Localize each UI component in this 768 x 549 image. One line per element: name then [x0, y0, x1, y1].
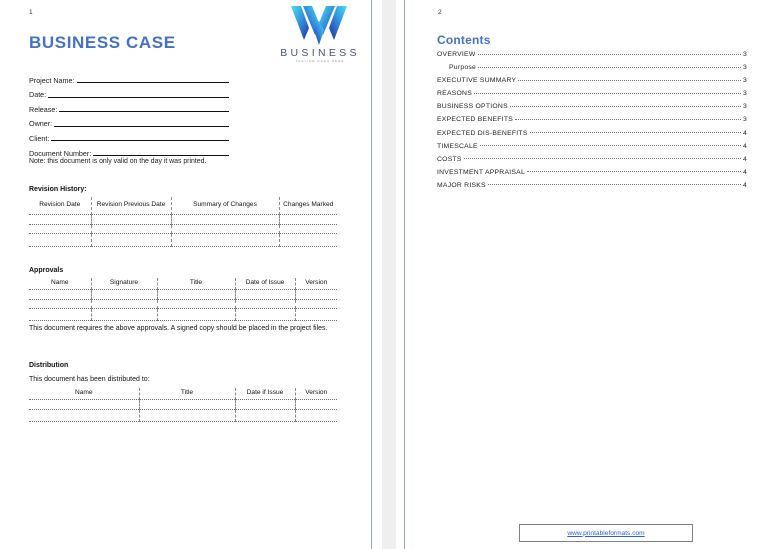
table-row[interactable]	[29, 215, 337, 225]
table-cell[interactable]	[295, 290, 337, 300]
toc-leader-dots	[527, 165, 741, 172]
toc-leader-dots	[510, 100, 741, 107]
column-header: Version	[295, 388, 337, 400]
field-rule[interactable]	[51, 133, 229, 141]
table-cell[interactable]	[91, 215, 171, 225]
table-header-row	[29, 278, 337, 290]
toc-entry-major-risks[interactable]	[437, 180, 747, 193]
column-header: Signature	[91, 278, 157, 290]
table-cell[interactable]	[235, 309, 295, 321]
toc-leader-dots	[478, 48, 741, 55]
toc-label: EXPECTED BENEFITS	[437, 116, 514, 124]
toc-leader-dots	[488, 178, 741, 185]
table-cell[interactable]	[295, 309, 337, 321]
table-row[interactable]	[29, 299, 337, 309]
field-release[interactable]	[29, 99, 229, 114]
table-cell[interactable]	[91, 309, 157, 321]
toc-label: EXPECTED DIS-BENEFITS	[437, 129, 528, 137]
table-cell[interactable]	[235, 409, 295, 421]
table-row[interactable]	[29, 290, 337, 300]
table-cell[interactable]	[235, 290, 295, 300]
toc-label: COSTS	[437, 155, 462, 163]
table-cell[interactable]	[29, 290, 91, 300]
approvals-heading: Approvals	[29, 267, 64, 274]
field-date[interactable]	[29, 85, 229, 100]
field-project-name[interactable]	[29, 70, 229, 85]
field-label: Document Number:	[29, 148, 92, 158]
table-row[interactable]	[29, 234, 337, 247]
table-cell[interactable]	[91, 290, 157, 300]
toc-leader-dots	[530, 126, 741, 133]
page-gutter-shadow	[382, 0, 396, 549]
column-header: Title	[139, 388, 235, 400]
column-header: Name	[29, 278, 91, 290]
field-rule[interactable]	[54, 119, 229, 127]
approvals-table	[29, 278, 337, 321]
column-header: Date of Issue	[235, 278, 295, 290]
table-cell[interactable]	[157, 299, 235, 309]
shield-chevron-logo-icon	[290, 4, 348, 46]
table-of-contents	[437, 49, 747, 193]
table-cell[interactable]	[235, 400, 295, 410]
column-header: Name	[29, 388, 139, 400]
toc-label: Purpose	[449, 64, 477, 72]
toc-page-number: 4	[742, 168, 747, 176]
column-header: Date if Issue	[235, 388, 295, 400]
field-label: Date:	[29, 90, 47, 100]
distribution-intro: This document has been distributed to:	[29, 376, 150, 383]
table-row[interactable]	[29, 309, 337, 321]
table-header-row	[29, 197, 337, 215]
footer-website-link[interactable]: www.printableformats.com	[567, 529, 645, 537]
project-info-fields	[29, 70, 229, 158]
toc-page-number: 3	[742, 77, 747, 85]
company-logo	[272, 4, 368, 66]
page-title: BUSINESS CASE	[29, 33, 176, 52]
toc-page-number: 3	[742, 103, 747, 111]
field-rule[interactable]	[77, 75, 229, 83]
field-rule[interactable]	[48, 90, 229, 98]
table-cell[interactable]	[171, 224, 279, 234]
page-number-left: 1	[29, 9, 33, 16]
toc-label: INVESTMENT APPRAISAL	[437, 168, 525, 176]
field-label: Project Name:	[29, 75, 75, 85]
table-cell[interactable]	[295, 299, 337, 309]
table-cell[interactable]	[29, 409, 139, 421]
toc-leader-dots	[478, 61, 741, 68]
table-cell[interactable]	[139, 409, 235, 421]
toc-page-number: 4	[742, 181, 747, 189]
table-row[interactable]	[29, 224, 337, 234]
page-left	[0, 0, 372, 549]
contents-heading: Contents	[437, 33, 491, 47]
table-cell[interactable]	[235, 299, 295, 309]
toc-label: REASONS	[437, 90, 472, 98]
column-header: Changes Marked	[279, 197, 337, 215]
column-header: Summary of Changes	[171, 197, 279, 215]
field-label: Release:	[29, 104, 58, 114]
column-header: Version	[295, 278, 337, 290]
field-document-number[interactable]	[29, 143, 229, 158]
logo-tagline: TAGLINE GOES HERE	[295, 59, 345, 63]
table-cell[interactable]	[157, 290, 235, 300]
table-cell[interactable]	[29, 400, 139, 410]
table-cell[interactable]	[29, 299, 91, 309]
table-cell[interactable]	[157, 309, 235, 321]
table-cell[interactable]	[171, 215, 279, 225]
table-cell[interactable]	[171, 234, 279, 247]
toc-page-number: 3	[742, 116, 747, 124]
column-header: Title	[157, 278, 235, 290]
toc-label: TIMESCALE	[437, 142, 478, 150]
toc-label: OVERVIEW	[437, 51, 476, 58]
page-number-right: 2	[438, 9, 442, 16]
table-row[interactable]	[29, 409, 337, 421]
footer-link-box[interactable]	[519, 524, 693, 542]
toc-leader-dots	[464, 152, 741, 159]
toc-page-number: 4	[742, 155, 747, 163]
toc-leader-dots	[480, 139, 741, 146]
field-label: Client:	[29, 133, 50, 143]
toc-leader-dots	[474, 87, 741, 94]
logo-wordmark: BUSINESS	[280, 47, 360, 59]
table-cell[interactable]	[91, 299, 157, 309]
field-rule[interactable]	[59, 104, 229, 112]
column-header: Revision Previous Date	[91, 197, 171, 215]
toc-page-number: 4	[742, 129, 747, 137]
distribution-heading: Distribution	[29, 362, 69, 369]
table-cell[interactable]	[139, 400, 235, 410]
table-cell[interactable]	[279, 215, 337, 225]
table-cell[interactable]	[279, 224, 337, 234]
table-cell[interactable]	[29, 234, 91, 247]
toc-page-number: 3	[742, 64, 747, 72]
field-label: Owner:	[29, 119, 53, 129]
toc-label: MAJOR RISKS	[437, 181, 486, 189]
toc-leader-dots	[515, 113, 741, 120]
table-cell[interactable]	[29, 224, 91, 234]
toc-page-number: 3	[742, 90, 747, 98]
table-cell[interactable]	[91, 234, 171, 247]
table-header-row	[29, 388, 337, 400]
toc-label: EXECUTIVE SUMMARY	[437, 77, 517, 85]
table-cell[interactable]	[29, 215, 91, 225]
column-header: Revision Date	[29, 197, 91, 215]
field-client[interactable]	[29, 128, 229, 143]
table-cell[interactable]	[295, 409, 337, 421]
distribution-table	[29, 388, 337, 422]
toc-leader-dots	[518, 74, 741, 81]
toc-page-number: 4	[742, 142, 747, 150]
table-cell[interactable]	[279, 234, 337, 247]
field-rule[interactable]	[93, 148, 229, 156]
approvals-note: This document requires the above approvals. A signed copy should be placed in the project files.	[29, 325, 328, 332]
revision-history-heading: Revision History:	[29, 186, 87, 193]
toc-page-number: 3	[742, 51, 747, 58]
table-cell[interactable]	[29, 309, 91, 321]
field-owner[interactable]	[29, 114, 229, 129]
revision-history-table	[29, 197, 337, 247]
toc-label: BUSINESS OPTIONS	[437, 103, 508, 111]
validity-note: Note: this document is only valid on the day it was printed.	[29, 158, 207, 165]
table-row[interactable]	[29, 400, 337, 410]
table-cell[interactable]	[91, 224, 171, 234]
table-cell[interactable]	[295, 400, 337, 410]
